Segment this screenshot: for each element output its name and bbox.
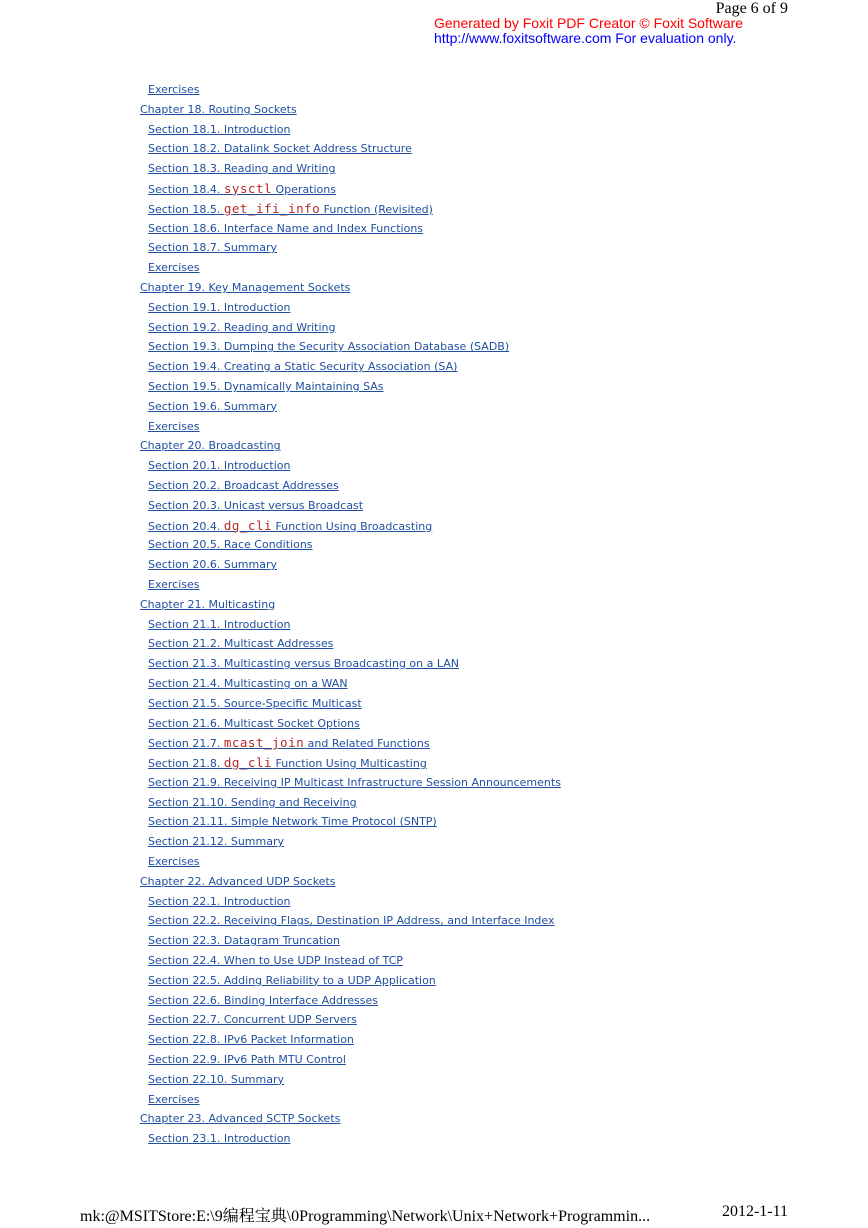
toc-section-row [140, 832, 840, 852]
toc-exercise-link[interactable]: Exercises [148, 1092, 200, 1106]
toc-section-row [140, 1010, 840, 1030]
foxit-creator-line: Generated by Foxit PDF Creator © Foxit Software [434, 15, 744, 31]
toc-exercise-link[interactable]: Exercises [148, 419, 200, 433]
toc-section-link[interactable]: Section 20.2. Broadcast Addresses [148, 478, 339, 492]
toc-section-link[interactable]: Section 22.9. IPv6 Path MTU Control [148, 1053, 346, 1067]
toc-section-row [140, 1129, 840, 1149]
toc-section-link[interactable]: Section 18.3. Reading and Writing [148, 162, 336, 176]
toc-chapter-link[interactable]: Chapter 21. Multicasting [140, 597, 276, 611]
toc-section-row [140, 654, 840, 674]
toc-section-link[interactable]: Section 21.6. Multicast Socket Options [148, 716, 360, 730]
toc-section-row [140, 219, 840, 239]
toc-section-row [140, 516, 840, 536]
toc-link-suffix: Function (Revisited) [320, 202, 433, 216]
toc-section-link[interactable]: Section 18.6. Interface Name and Index Functions [148, 221, 424, 235]
toc-section-row [140, 535, 840, 555]
toc-section-link[interactable]: Section 21.5. Source-Specific Multicast [148, 696, 362, 710]
toc-section-row [140, 377, 840, 397]
toc-section-row [140, 931, 840, 951]
toc-section-row [140, 733, 840, 753]
foxit-watermark [434, 16, 743, 46]
toc-exercise-link[interactable]: Exercises [148, 855, 200, 869]
toc-chapter-row [140, 100, 840, 120]
toc-exercise-row [140, 575, 840, 595]
toc-section-row [140, 337, 840, 357]
toc-section-row [140, 139, 840, 159]
toc-link-prefix: Section 18.5. [148, 202, 224, 216]
toc-link-code: sysctl [223, 180, 273, 196]
page-number: Page 6 of 9 [715, 0, 788, 17]
toc-section-row [140, 1050, 840, 1070]
toc-chapter-link[interactable]: Chapter 20. Broadcasting [140, 439, 281, 453]
toc-chapter-row [140, 436, 840, 456]
toc-section-link[interactable]: Section 22.7. Concurrent UDP Servers [148, 1013, 357, 1027]
toc-section-row [140, 456, 840, 476]
toc-section-row [140, 911, 840, 931]
toc-section-link[interactable] [148, 737, 430, 750]
toc-chapter-row [140, 595, 840, 615]
toc-section-link[interactable]: Section 22.2. Receiving Flags, Destination IP Address, and Interface Index [148, 914, 555, 928]
toc-link-prefix: Section 21.7. [148, 737, 224, 751]
toc-section-link[interactable]: Section 20.5. Race Conditions [148, 538, 313, 552]
toc-section-row [140, 812, 840, 832]
toc-link-prefix: Section 21.8. [148, 757, 224, 771]
toc-chapter-row [140, 872, 840, 892]
toc-section-link[interactable] [148, 517, 433, 533]
toc-link-prefix: Section 18.4. [148, 182, 224, 196]
toc-chapter-link[interactable]: Chapter 18. Routing Sockets [140, 102, 297, 116]
toc-section-link[interactable]: Section 20.3. Unicast versus Broadcast [148, 498, 364, 512]
toc-link-suffix: Operations [272, 182, 336, 196]
toc-section-link[interactable]: Section 22.8. IPv6 Packet Information [148, 1033, 354, 1047]
toc-section-row [140, 120, 840, 140]
toc-section-link[interactable]: Section 19.2. Reading and Writing [148, 320, 336, 334]
toc-section-link[interactable] [148, 180, 336, 196]
toc-section-row [140, 1070, 840, 1090]
toc-section-link[interactable]: Section 18.1. Introduction [148, 122, 291, 136]
toc-section-link[interactable]: Section 21.4. Multicasting on a WAN [148, 676, 348, 690]
toc-exercise-row [140, 1090, 840, 1110]
toc-section-link[interactable]: Section 22.3. Datagram Truncation [148, 934, 341, 948]
toc-section-link[interactable]: Section 19.6. Summary [148, 399, 278, 413]
toc-section-row [140, 159, 840, 179]
toc-section-link[interactable] [148, 200, 433, 216]
toc-section-link[interactable]: Section 21.1. Introduction [148, 617, 291, 631]
toc-section-link[interactable]: Section 22.1. Introduction [148, 894, 291, 908]
toc-chapter-link[interactable]: Chapter 23. Advanced SCTP Sockets [140, 1112, 341, 1126]
toc-link-suffix: Function Using Multicasting [272, 757, 427, 771]
toc-section-link[interactable]: Section 22.10. Summary [148, 1072, 285, 1086]
toc-section-row [140, 555, 840, 575]
footer-path: mk:@MSITStore:E:\9编程宝典\0Programming\Network\Unix+Network+Programmin... [80, 1208, 651, 1225]
footer-date: 2012-1-11 [721, 1203, 788, 1220]
toc-section-row [140, 357, 840, 377]
toc-section-link[interactable]: Section 19.1. Introduction [148, 300, 291, 314]
toc-section-link[interactable]: Section 22.6. Binding Interface Addresses [148, 993, 378, 1007]
toc-section-link[interactable]: Section 23.1. Introduction [148, 1132, 291, 1146]
toc-link-code: dg_cli [223, 755, 273, 771]
toc-section-row [140, 971, 840, 991]
toc-section-link[interactable]: Section 19.4. Creating a Static Security Association (SA) [148, 360, 458, 374]
foxit-url-line: http://www.foxitsoftware.com For evaluation only. [434, 30, 737, 46]
toc-section-row [140, 892, 840, 912]
toc-section-row [140, 991, 840, 1011]
toc-exercise-link[interactable]: Exercises [148, 83, 200, 96]
toc-section-link[interactable]: Section 19.3. Dumping the Security Association Database (SADB) [148, 340, 510, 354]
toc-link-prefix: Section 20.4. [148, 519, 224, 533]
toc-section-row [140, 694, 840, 714]
toc-section-row [140, 496, 840, 516]
toc-section-row [140, 615, 840, 635]
toc-section-row [140, 476, 840, 496]
toc-section-row [140, 238, 840, 258]
toc-exercise-link[interactable]: Exercises [148, 577, 200, 591]
toc-section-link[interactable]: Section 21.12. Summary [148, 835, 285, 849]
toc-section-link[interactable]: Section 18.7. Summary [148, 241, 278, 255]
toc-section-link[interactable]: Section 21.9. Receiving IP Multicast Infrastructure Session Announcements [148, 775, 561, 789]
toc-chapter-row [140, 1109, 840, 1129]
toc-section-link[interactable]: Section 20.6. Summary [148, 558, 278, 572]
toc-section-link[interactable] [148, 757, 427, 770]
toc-exercise-row [140, 80, 840, 100]
toc-section-row [140, 179, 840, 199]
toc-link-suffix: Function Using Broadcasting [272, 519, 433, 533]
toc-exercise-link[interactable]: Exercises [148, 261, 200, 275]
page-footer [80, 1203, 788, 1226]
toc-section-row [140, 951, 840, 971]
table-of-contents [140, 80, 840, 1149]
toc-section-row [140, 753, 840, 773]
toc-section-row [140, 1030, 840, 1050]
toc-exercise-row [140, 852, 840, 872]
toc-chapter-row [140, 278, 840, 298]
toc-section-row [140, 634, 840, 654]
toc-section-row [140, 674, 840, 694]
toc-chapter-link[interactable]: Chapter 19. Key Management Sockets [140, 280, 351, 294]
toc-section-link[interactable]: Section 18.2. Datalink Socket Address Structure [148, 142, 412, 156]
toc-link-code: get_ifi_info [223, 200, 321, 216]
toc-section-row [140, 714, 840, 734]
toc-section-row [140, 773, 840, 793]
toc-section-link[interactable]: Section 21.10. Sending and Receiving [148, 795, 357, 809]
toc-section-link[interactable]: Section 19.5. Dynamically Maintaining SAs [148, 379, 384, 393]
toc-exercise-row [140, 417, 840, 437]
toc-section-link[interactable]: Section 22.5. Adding Reliability to a UDP Application [148, 973, 436, 987]
toc-section-row [140, 199, 840, 219]
toc-section-row [140, 397, 840, 417]
toc-section-link[interactable]: Section 20.1. Introduction [148, 459, 291, 473]
toc-chapter-link[interactable]: Chapter 22. Advanced UDP Sockets [140, 874, 336, 888]
toc-section-link[interactable]: Section 21.2. Multicast Addresses [148, 637, 334, 651]
toc-section-link[interactable]: Section 21.11. Simple Network Time Protocol (SNTP) [148, 815, 437, 829]
toc-link-code: dg_cli [223, 517, 273, 533]
toc-section-link[interactable]: Section 22.4. When to Use UDP Instead of TCP [148, 954, 403, 968]
toc-link-code: mcast_join [223, 735, 305, 751]
toc-section-row [140, 318, 840, 338]
toc-section-row [140, 298, 840, 318]
toc-link-suffix: and Related Functions [304, 737, 430, 751]
toc-section-link[interactable]: Section 21.3. Multicasting versus Broadcasting on a LAN [148, 657, 459, 671]
toc-exercise-row [140, 258, 840, 278]
toc-section-row [140, 793, 840, 813]
